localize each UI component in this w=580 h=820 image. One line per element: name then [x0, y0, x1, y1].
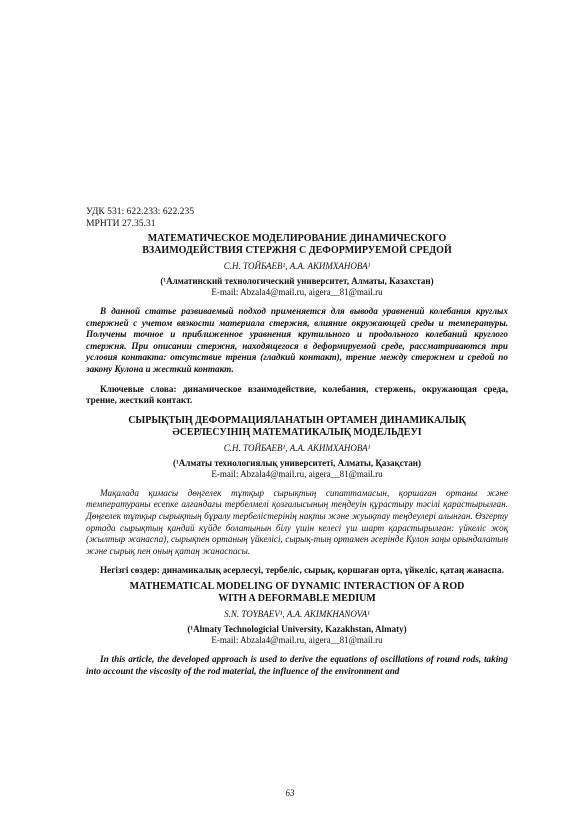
kz-abstract: Мақалада қимасы дөңгелек тұтқыр сырықтың сипаттамасын, қоршаған ортаны және температураны есепке алғандағы тербелмелі қозғалысының теңдеуін құрастыру тәсілі қарастырылған. Дөңгелек тұтқыр сырықтың бұралу тербелістерінің нақты және жуықтау теңдеулері алынған. Өзгерту ортада сырықтың қандай күйде болатынын білу үшін келесі үш шарт қарастырылған: үйкеліс жоқ (жылтыр жанаспа), сырықпен ортаның үйкелісі, сырық-тың ортамен әсерінде Кулон заңы орындалатын және сырық пен оның қатаң жанаспасы.	[86, 487, 508, 556]
kz-email: E-mail: Abzala4@mail.ru, aigera__81@mail.ru	[211, 468, 383, 479]
en-title-line2: WITH A DEFORMABLE MEDIUM	[218, 592, 376, 604]
ru-keywords: Ключевые слова: динамическое взаимодействие, колебания, стержень, окружающая среда, трение, жесткий контакт.	[86, 383, 508, 406]
mrnti-code: МРНТИ 27.35.31	[86, 217, 156, 229]
kz-title-line1: СЫРЫҚТЫҢ ДЕФОРМАЦИЯЛАНАТЫН ОРТАМЕН ДИНАМИКАЛЫҚ	[128, 414, 466, 426]
ru-abstract: В данной статье развиваемый подход применяется для вывода уравнений колебания круглых стержней с учетом вязкости материала стержня, влияние окружающей среды и температуры. Получены точное и приближенное уравнения крутильного и продольного колебаний круглого стержня. При описании стержня, находящегося в деформируемой среде, рассматриваются три условия контакта: отсутствие трения (гладкий контакт), трение между стержнем и средой по закону Кулона и жесткий контакт.	[86, 306, 508, 374]
ru-title-line1: МАТЕМАТИЧЕСКОЕ МОДЕЛИРОВАНИЕ ДИНАМИЧЕСКОГО	[147, 233, 447, 244]
article-page	[86, 206, 508, 677]
ru-authors: С.Н. ТОЙБАЕВ¹, А.А. АКИМХАНОВА¹	[223, 261, 371, 271]
en-abstract: In this article, the developed approach is used to derive the equations of oscillations of round rods, taking into account the viscosity of the rod material, the influence of the environment and	[86, 653, 508, 676]
en-affiliation: (¹Almaty Technologicial University, Kazakhstan, Almaty)	[187, 623, 407, 634]
en-email: E-mail: Abzala4@mail.ru, aigera__81@mail.ru	[211, 634, 383, 645]
kz-title-line2: ӘСЕРЛЕСУІНІҢ МАТЕМАТИКАЛЫҚ МОДЕЛЬДЕУІ	[172, 426, 422, 438]
kz-authors: С.Н. ТОЙБАЕВ¹, А.А. АКИМХАНОВА¹	[223, 442, 371, 453]
en-title-line1: MATHEMATICAL MODELING OF DYNAMIC INTERACTION OF A ROD	[129, 580, 465, 592]
kz-keywords: Негізгі сөздер: динамикалық әсерлесуі, тербеліс, сырық, қоршаған орта, үйкеліс, қатаң жанаспа.	[100, 565, 504, 576]
udk-code: УДК 531: 622.233: 622.235	[86, 206, 195, 217]
ru-email: E-mail: Abzala4@mail.ru, aigera__81@mail.ru	[211, 287, 383, 297]
en-authors: S.N. TOYBAEV¹, A.A. AKIMKHANOVA¹	[224, 608, 370, 619]
page-number: 63	[285, 788, 295, 798]
ru-affiliation: (¹Алматинский технологический университет, Алматы, Казахстан)	[160, 276, 434, 286]
ru-title-line2: ВЗАИМОДЕЙСТВИЯ СТЕРЖНЯ С ДЕФОРМИРУЕМОЙ СРЕДОЙ	[142, 245, 452, 256]
kz-affiliation: (¹Алматы технологиялық университеті, Алматы, Қазақстан)	[173, 457, 421, 468]
